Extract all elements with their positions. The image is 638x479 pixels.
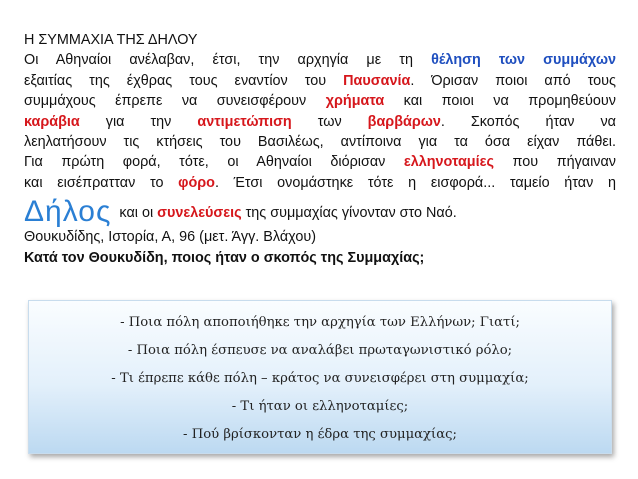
highlight-term: ελληνοταμίες xyxy=(403,154,494,171)
highlight-term: βαρβάρων xyxy=(367,113,441,130)
highlight-term: φόρο xyxy=(178,174,215,191)
highlight-term: Παυσανία xyxy=(343,72,411,89)
text-run: συμμάχους έπρεπε να συνεισφέρουν xyxy=(24,93,326,110)
text-run: . Όρισαν ποιοι από τους xyxy=(410,72,616,89)
text-run: και οι xyxy=(115,205,158,222)
paragraph-line xyxy=(24,50,616,70)
question-item: - Τι ήταν οι ελληνοταμίες; xyxy=(231,399,409,414)
questions-list xyxy=(29,301,611,449)
highlight-term: αντιμετώπιση xyxy=(197,113,292,130)
highlight-term: θέληση των συμμάχων xyxy=(431,52,616,69)
document-title: Η ΣΥΜΜΑΧΙΑ ΤΗΣ ΔΗΛΟΥ xyxy=(24,32,198,48)
text-run: . Έτσι ονομάστηκε τότε η εισφορά... ταμείο ήταν η xyxy=(214,174,616,191)
highlight-term: χρήματα xyxy=(325,93,385,110)
text-run: της συμμαχίας γίνονταν στο Ναό. xyxy=(241,205,457,222)
paragraph-line xyxy=(24,71,616,91)
question-item: - Ποια πόλη έσπευσε να αναλάβει πρωταγωνιστικό ρόλο; xyxy=(127,343,513,358)
text-run: . Σκοπός ήταν να xyxy=(440,113,616,130)
source-citation: Θουκυδίδης, Ιστορία, Α, 96 (μετ. Άγγ. Βλάχου) xyxy=(24,229,316,246)
paragraph-line xyxy=(24,173,616,193)
text-run: εξαιτίας της έχθρας τους εναντίον του xyxy=(24,72,344,89)
text-run: που πήγαιναν xyxy=(493,154,617,171)
question-item: - Τι έπρεπε κάθε πόλη – κράτος να συνεισφέρει στη συμμαχία; xyxy=(111,371,529,386)
paragraph-line: λεηλατήσουν τις κτήσεις του Βασιλέως, αντίποινα για τα όσα είχαν πάθει. xyxy=(24,134,616,151)
question-item: - Πού βρίσκονταν η έδρα της συμμαχίας; xyxy=(183,427,457,442)
text-run: Για πρώτη φορά, τότε, οι Αθηναίοι διόρισαν xyxy=(24,154,404,171)
questions-box xyxy=(28,300,612,454)
paragraph-line xyxy=(24,152,616,172)
main-question: Κατά τον Θουκυδίδη, ποιος ήταν ο σκοπός της Συμμαχίας; xyxy=(24,249,425,266)
text-run: και ποιοι να προμηθεύουν xyxy=(384,93,616,110)
paragraph-line xyxy=(24,112,616,132)
highlight-term: καράβια xyxy=(24,113,80,130)
highlight-term: συνελεύσεις xyxy=(157,205,242,222)
paragraph-line xyxy=(24,91,616,111)
text-run: των xyxy=(291,113,368,130)
paragraph-line xyxy=(24,197,616,227)
text-run: Οι Αθηναίοι ανέλαβαν, έτσι, την αρχηγία με τη xyxy=(24,52,432,69)
text-run: για την xyxy=(79,113,198,130)
question-item: - Ποια πόλη αποποιήθηκε την αρχηγία των Ελλήνων; Γιατί; xyxy=(120,315,520,330)
text-run: και εισέπρατταν το xyxy=(24,174,179,191)
emphasized-word: Δήλος xyxy=(24,195,112,229)
text-block xyxy=(24,30,616,268)
